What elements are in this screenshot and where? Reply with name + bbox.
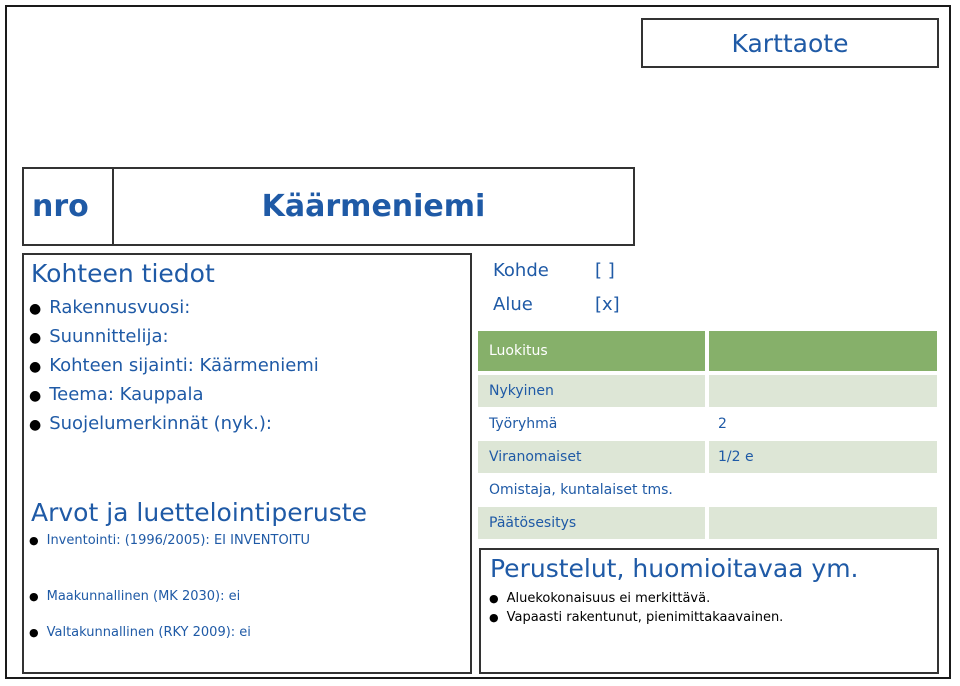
- values-list: [29, 532, 310, 642]
- type-option-alue[interactable]: [493, 294, 620, 315]
- table-header-row: [478, 331, 937, 371]
- list-item: ● Inventointi: (1996/2005): EI INVENTOITU: [29, 533, 310, 548]
- bullet-icon: ●: [29, 590, 39, 603]
- bullet-icon: ●: [29, 301, 42, 317]
- table-row: [478, 507, 937, 539]
- bullet-icon: ●: [29, 417, 42, 433]
- table-header-cell: Luokitus: [478, 331, 705, 371]
- number-box: [22, 167, 114, 246]
- bullet-icon: ●: [489, 592, 499, 605]
- page-title: Karttaote: [731, 28, 849, 58]
- site-info-panel: [22, 253, 472, 674]
- list-item: ● Rakennusvuosi:: [29, 297, 191, 318]
- values-heading: Arvot ja luettelointiperuste: [31, 498, 367, 527]
- bullet-icon: ●: [489, 611, 499, 624]
- site-name: Käärmeniemi: [261, 189, 486, 224]
- table-cell-value: [709, 375, 937, 407]
- list-item: ● Valtakunnallinen (RKY 2009): ei: [29, 625, 251, 640]
- number-label: nro: [32, 189, 89, 224]
- bullet-icon: ●: [29, 534, 39, 547]
- type-checkbox[interactable]: [ ]: [595, 260, 615, 281]
- table-cell-value: 2: [718, 416, 727, 432]
- bullet-icon: ●: [29, 626, 39, 639]
- justification-panel: [479, 548, 939, 674]
- table-row: [478, 474, 937, 506]
- table-cell-label: Päätösesitys: [478, 507, 705, 539]
- type-option-label: Kohde: [493, 260, 549, 281]
- list-item: ● Kohteen sijainti: Käärmeniemi: [29, 355, 319, 376]
- list-item: ● Vapaasti rakentunut, pienimittakaavainen.: [489, 610, 784, 625]
- table-header-cell: [709, 331, 937, 371]
- list-item: ● Maakunnallinen (MK 2030): ei: [29, 589, 241, 604]
- list-item: ● Aluekokonaisuus ei merkittävä.: [489, 591, 711, 606]
- justification-heading: Perustelut, huomioitavaa ym.: [490, 554, 859, 583]
- site-info-heading: Kohteen tiedot: [31, 259, 215, 288]
- list-item: ● Suunnittelija:: [29, 326, 169, 347]
- type-option-kohde[interactable]: [493, 260, 615, 281]
- table-row: [478, 441, 937, 473]
- table-row: [478, 408, 937, 440]
- bullet-icon: ●: [29, 359, 42, 375]
- list-item: ● Teema: Kauppala: [29, 384, 204, 405]
- bullet-icon: ●: [29, 330, 42, 346]
- justification-list: [489, 589, 783, 627]
- list-item: ● Suojelumerkinnät (nyk.):: [29, 413, 272, 434]
- bullet-icon: ●: [29, 388, 42, 404]
- type-checkbox[interactable]: [x]: [595, 294, 620, 315]
- table-row: [478, 375, 937, 407]
- table-cell-value: [709, 507, 937, 539]
- table-cell-label: Nykyinen: [478, 375, 705, 407]
- site-name-box: [112, 167, 635, 246]
- map-extract-title-box: [641, 18, 939, 68]
- table-cell-label: Omistaja, kuntalaiset tms.: [489, 482, 673, 498]
- table-cell-label: Työryhmä: [489, 416, 558, 432]
- table-cell-label: Viranomaiset: [478, 441, 705, 473]
- site-info-list: [29, 293, 319, 438]
- type-option-label: Alue: [493, 294, 533, 315]
- table-cell-value: 1/2 e: [709, 441, 937, 473]
